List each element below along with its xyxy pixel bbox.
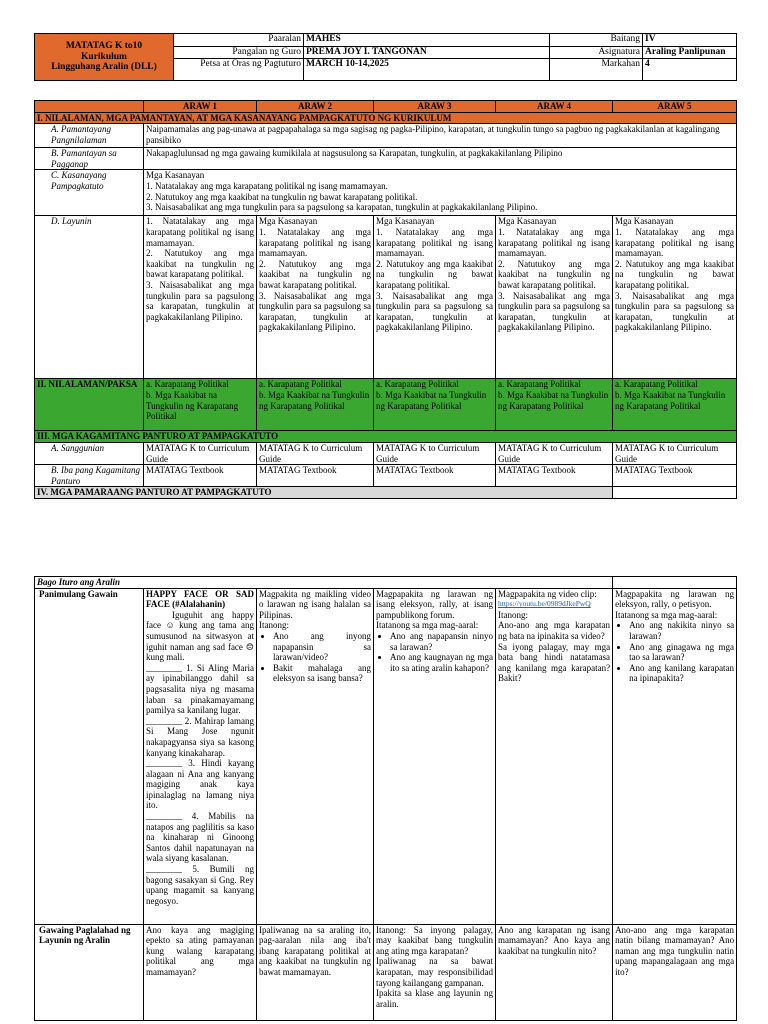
sanggunian-day-4: MATATAG K to Curriculum Guide [496,442,613,464]
day-header: ARAW 3 [374,101,496,113]
layunin-day-2: Mga Kasanayan 1. Natatalakay ang mga karapatang politikal ng isang mamamayan. 2. Natutukoy ang mga kaakibat na tungkulin ng bawat karapatang politikal. 3. Naisasabalikat ang mga tungkulin para sa pagsulong sa karapatan, tungkulin at pagkakakilanlang Pilipino. [257,216,374,379]
dll-title: MATATAG K to10 Kurikulum Lingguhang Aralin (DLL) [35,34,174,81]
markahan-label: Markahan [550,59,643,81]
sanggunian-day-2: MATATAG K to Curriculum Guide [257,442,374,464]
section-3-title: III. MGA KAGAMITANG PANTURO AT PAMPAGKATUTO [35,431,737,443]
paksa-day-4: a. Karapatang Politikal b. Mga Kaakibat na Tungkulin ng Karapatang Politikal [496,379,613,431]
layunin-day-3: Mga Kasanayan 1. Natatalakay ang mga karapatang politikal ng isang mamamayan. 2. Natutukoy ang mga kaakibat na tungkulin ng bawat karapatang politikal. 3. Naisasabalikat ang mga tungkulin para sa pagsulong sa karapatan, tungkulin at pagkakakilanlang Pilipino. [374,216,496,379]
list-item: • Ano ang nakikita ninyo sa larawan? [629,620,734,641]
panimulang-gawain-label: Panimulang Gawain [35,588,144,924]
kagamitan-day-4: MATATAG Textbook [496,465,613,487]
list-item: • Bakit mahalaga ang eleksyon sa isang bansa? [273,663,371,684]
kagamitan-day-3: MATATAG Textbook [374,465,496,487]
paglalahad-day-4: Ano ang karapatan ng isang mamamayan? Ano kaya ang kaakibat na tungkulin nito? [496,924,613,1020]
asignatura-value: Araling Panlipunan [643,47,737,59]
day-header: ARAW 5 [613,101,737,113]
layunin-day-1: 1. Natatalakay ang mga karapatang politikal ng isang mamamayan. 2. Natutukoy ang mga kaakibat na tungkulin ng bawat karapatang politikal. 3. Naisasabalikat ang mga tungkulin para sa pagsulong sa karapatan, tungkulin at pagkakakilanlang Pilipino. [144,216,257,379]
kasanayang-pampagkatuto-label: C. Kasanayang Pampagkatuto [35,170,144,216]
header-table [34,33,737,81]
corner-cell [35,101,144,113]
panimulang-day-5: Magpapakita ng larawan ng eleksyon, rally, o petisyon. Itatanong sa mga mag-aaral: • Ano ang nakikita ninyo sa larawan? • Ano ang ginagawa ng mga tao sa larawan? • Ano ang kanilang karapatan na ipinapakita? [613,588,737,924]
paglalahad-day-3: Itanong: Sa inyong palagay, may kaakibat bang tungkulin ang ating mga karapatan? Ipaliwanag na sa bawat karapatan, may responsibilidad tayong kailangang gampanan. Ipakita sa klase ang layunin ng aralin. [374,924,496,1020]
paksa-day-2: a. Karapatang Politikal b. Mga Kaakibat na Tungkulin ng Karapatang Politikal [257,379,374,431]
panimulang-day-4: Magpapakita ng video clip: https://youtu.be/0989dJkePwQ Itanong: Ano-ano ang mga karapatan ng bata na ipinakita sa video? Sa iyong palagay, may mga bata bang hindi natatamasa ang kanilang mga karapatan? Bakit? [496,588,613,924]
kagamitan-day-1: MATATAG Textbook [144,465,257,487]
bago-ituro-label: Bago Ituro ang Aralin [35,577,613,589]
paksa-day-5: a. Karapatang Politikal b. Mga Kaakibat na Tungkulin ng Karapatang Politikal [613,379,737,431]
panimulang-day-2: Magpakita ng maikling video o larawan ng isang halalan sa Pilipinas. Itanong: • Ano ang inyong napapansin sa larawan/video? • Bakit mahalaga ang eleksyon sa isang bansa? [257,588,374,924]
section-1-title: I. NILALAMAN, MGA PAMANTAYAN, AT MGA KASANAYANG PAMPAGKATUTO NG KURIKULUM [35,112,737,124]
pamantayang-pangnilalaman-value: Naipamamalas ang pag-unawa at pagpapahalaga sa mga sagisag ng pagka-Pilipino, karapatan, at tungkulin tungo sa pagbuo ng pagkakakilanlan at kagalingang pansibiko [144,124,737,148]
list-item: • Ano ang kanilang karapatan na ipinapakita? [629,663,734,684]
layunin-day-4: Mga Kasanayan 1. Natatalakay ang mga karapatang politikal ng isang mamamayan. 2. Natutukoy ang mga kaakibat na tungkulin ng bawat karapatang politikal. 3. Naisasabalikat ang mga tungkulin para sa pagsulong sa karapatan, tungkulin at pagkakakilanlang Pilipino. [496,216,613,379]
day-header: ARAW 1 [144,101,257,113]
kagamitan-day-5: MATATAG Textbook [613,465,737,487]
dll-main-table [34,100,737,499]
panimulang-day-3: Magpapakita ng larawan ng isang eleksyon, rally, at isang pampublikong forum. Itatanong sa mga mag-aaral: • Ano ang napapansin ninyo sa larawan? • Ano ang kaugnayan ng mga ito sa ating aralin kahapon? [374,588,496,924]
pamantayan-sa-pagganap-value: Nakapaglulunsad ng mga gawaing kumikilala at nagsusulong sa Karapatan, tungkulin, at pagkakakilanlang Pilipino [144,148,737,170]
pamantayang-pangnilalaman-label: A. Pamantayang Pangnilalaman [35,124,144,148]
section-4-title: IV. MGA PAMARAANG PANTURO AT PAMPAGKATUTO [35,487,613,499]
panimulang-day-1: HAPPY FACE OR SAD FACE (#Alalahanin) Iguguhit ang happy face ☺ kung ang tama ang sumusunod na sitwasyon at iguhit naman ang sad face ☹ kung mali. ________ 1. Si Aling Maria ay ipinabilanggo dahil sa pagsasalita niya ng masama laban sa pinakamayamang pamilya sa kanilang lugar. ________ 2. Mahirap lamang Si Mang Jose ngunit nakapagyansa siya sa kasong kanyang kinakaharap. ________ 3. Hindi kayang alagaan ni Ana ang kanyang magiging anak kaya ipinalaglag na lamang niya ito. ________ 4. Mabilis na natapos ang paglilitis sa kaso na kinaharap ni Ginoong Santos dahil napatunayan na wala siyang kasalanan. ________ 5. Bumili ng bagong sasakyan si Gng. Rey upang magamit sa kanyang negosyo. [144,588,257,924]
paksa-day-1: a. Karapatang Politikal b. Mga Kaakibat na Tungkulin ng Karapatang Politikal [144,379,257,431]
baitang-label: Baitang [550,34,643,47]
markahan-value: 4 [643,59,737,81]
sanggunian-day-5: MATATAG K to Curriculum Guide [613,442,737,464]
guro-label: Pangalan ng Guro [174,47,304,59]
paaralan-label: Paaralan [174,34,304,47]
paksa-day-3: a. Karapatang Politikal b. Mga Kaakibat na Tungkulin ng Karapatang Politikal [374,379,496,431]
paglalahad-day-5: Ano-ano ang mga karapatan natin bilang mamamayan? Ano naman ang mga tungkulin natin upang mapangalagaan ang mga ito? [613,924,737,1020]
list-item: • Ano ang ginagawa ng mga tao sa larawan? [629,642,734,663]
baitang-value: IV [643,34,737,47]
bago-ituro-blank [613,577,737,589]
paglalahad-day-1: Ano kaya ang magiging epekto sa ating pamayanan kung walang karapatang politikal ang mga mamamayan? [144,924,257,1020]
section-4-blank [613,487,737,499]
list-item: • Ano ang napapansin ninyo sa larawan? [390,631,493,652]
petsa-label: Petsa at Oras ng Pagtuturo [174,59,304,81]
day-header: ARAW 2 [257,101,374,113]
pamantayan-sa-pagganap-label: B. Pamantayan sa Pagganap [35,148,144,170]
video-link[interactable]: https://youtu.be/0989dJkePwQ [498,599,591,609]
sanggunian-day-1: MATATAG K to Curriculum Guide [144,442,257,464]
gawaing-paglalahad-label: Gawaing Paglalahad ng Layunin ng Aralin [35,924,144,1020]
pamaraan-table [34,576,737,1021]
layunin-label: D. Layunin [35,216,144,379]
nilalaman-paksa-label: II. NILALAMAN/PAKSA [35,379,144,431]
sanggunian-day-3: MATATAG K to Curriculum Guide [374,442,496,464]
guro-value: PREMA JOY I. TANGONAN [304,47,550,59]
paaralan-value: MAHES [304,34,550,47]
kasanayang-pampagkatuto-value: Mga Kasanayan 1. Natatalakay ang mga karapatang politikal ng isang mamamayan. 2. Natutukoy ang mga kaakibat na tungkulin ng bawat karapatang politikal. 3. Naisasabalikat ang mga tungkulin para sa pagsulong sa karapatan, tungkulin at pagkakakilanlang Pilipino. [144,170,737,216]
list-item: • Ano ang inyong napapansin sa larawan/video? [273,631,371,663]
iba-pang-kagamitan-label: B. Iba pang Kagamitang Panturo [35,465,144,487]
day-header: ARAW 4 [496,101,613,113]
list-item: • Ano ang kaugnayan ng mga ito sa ating aralin kahapon? [390,652,493,673]
layunin-day-5: Mga Kasanayan 1. Natatalakay ang mga karapatang politikal ng isang mamamayan. 2. Natutukoy ang mga kaakibat na tungkulin ng bawat karapatang politikal. 3. Naisasabalikat ang mga tungkulin para sa pagsulong sa karapatan, tungkulin at pagkakakilanlang Pilipino. [613,216,737,379]
sanggunian-label: A. Sanggunian [35,442,144,464]
kagamitan-day-2: MATATAG Textbook [257,465,374,487]
asignatura-label: Asignatura [550,47,643,59]
petsa-value: MARCH 10-14,2025 [304,59,550,81]
paglalahad-day-2: Ipaliwanag na sa araling ito, pag-aaralan nila ang iba't ibang karapatang politikal at ang kaakibat na tungkulin ng bawat mamamayan. [257,924,374,1020]
